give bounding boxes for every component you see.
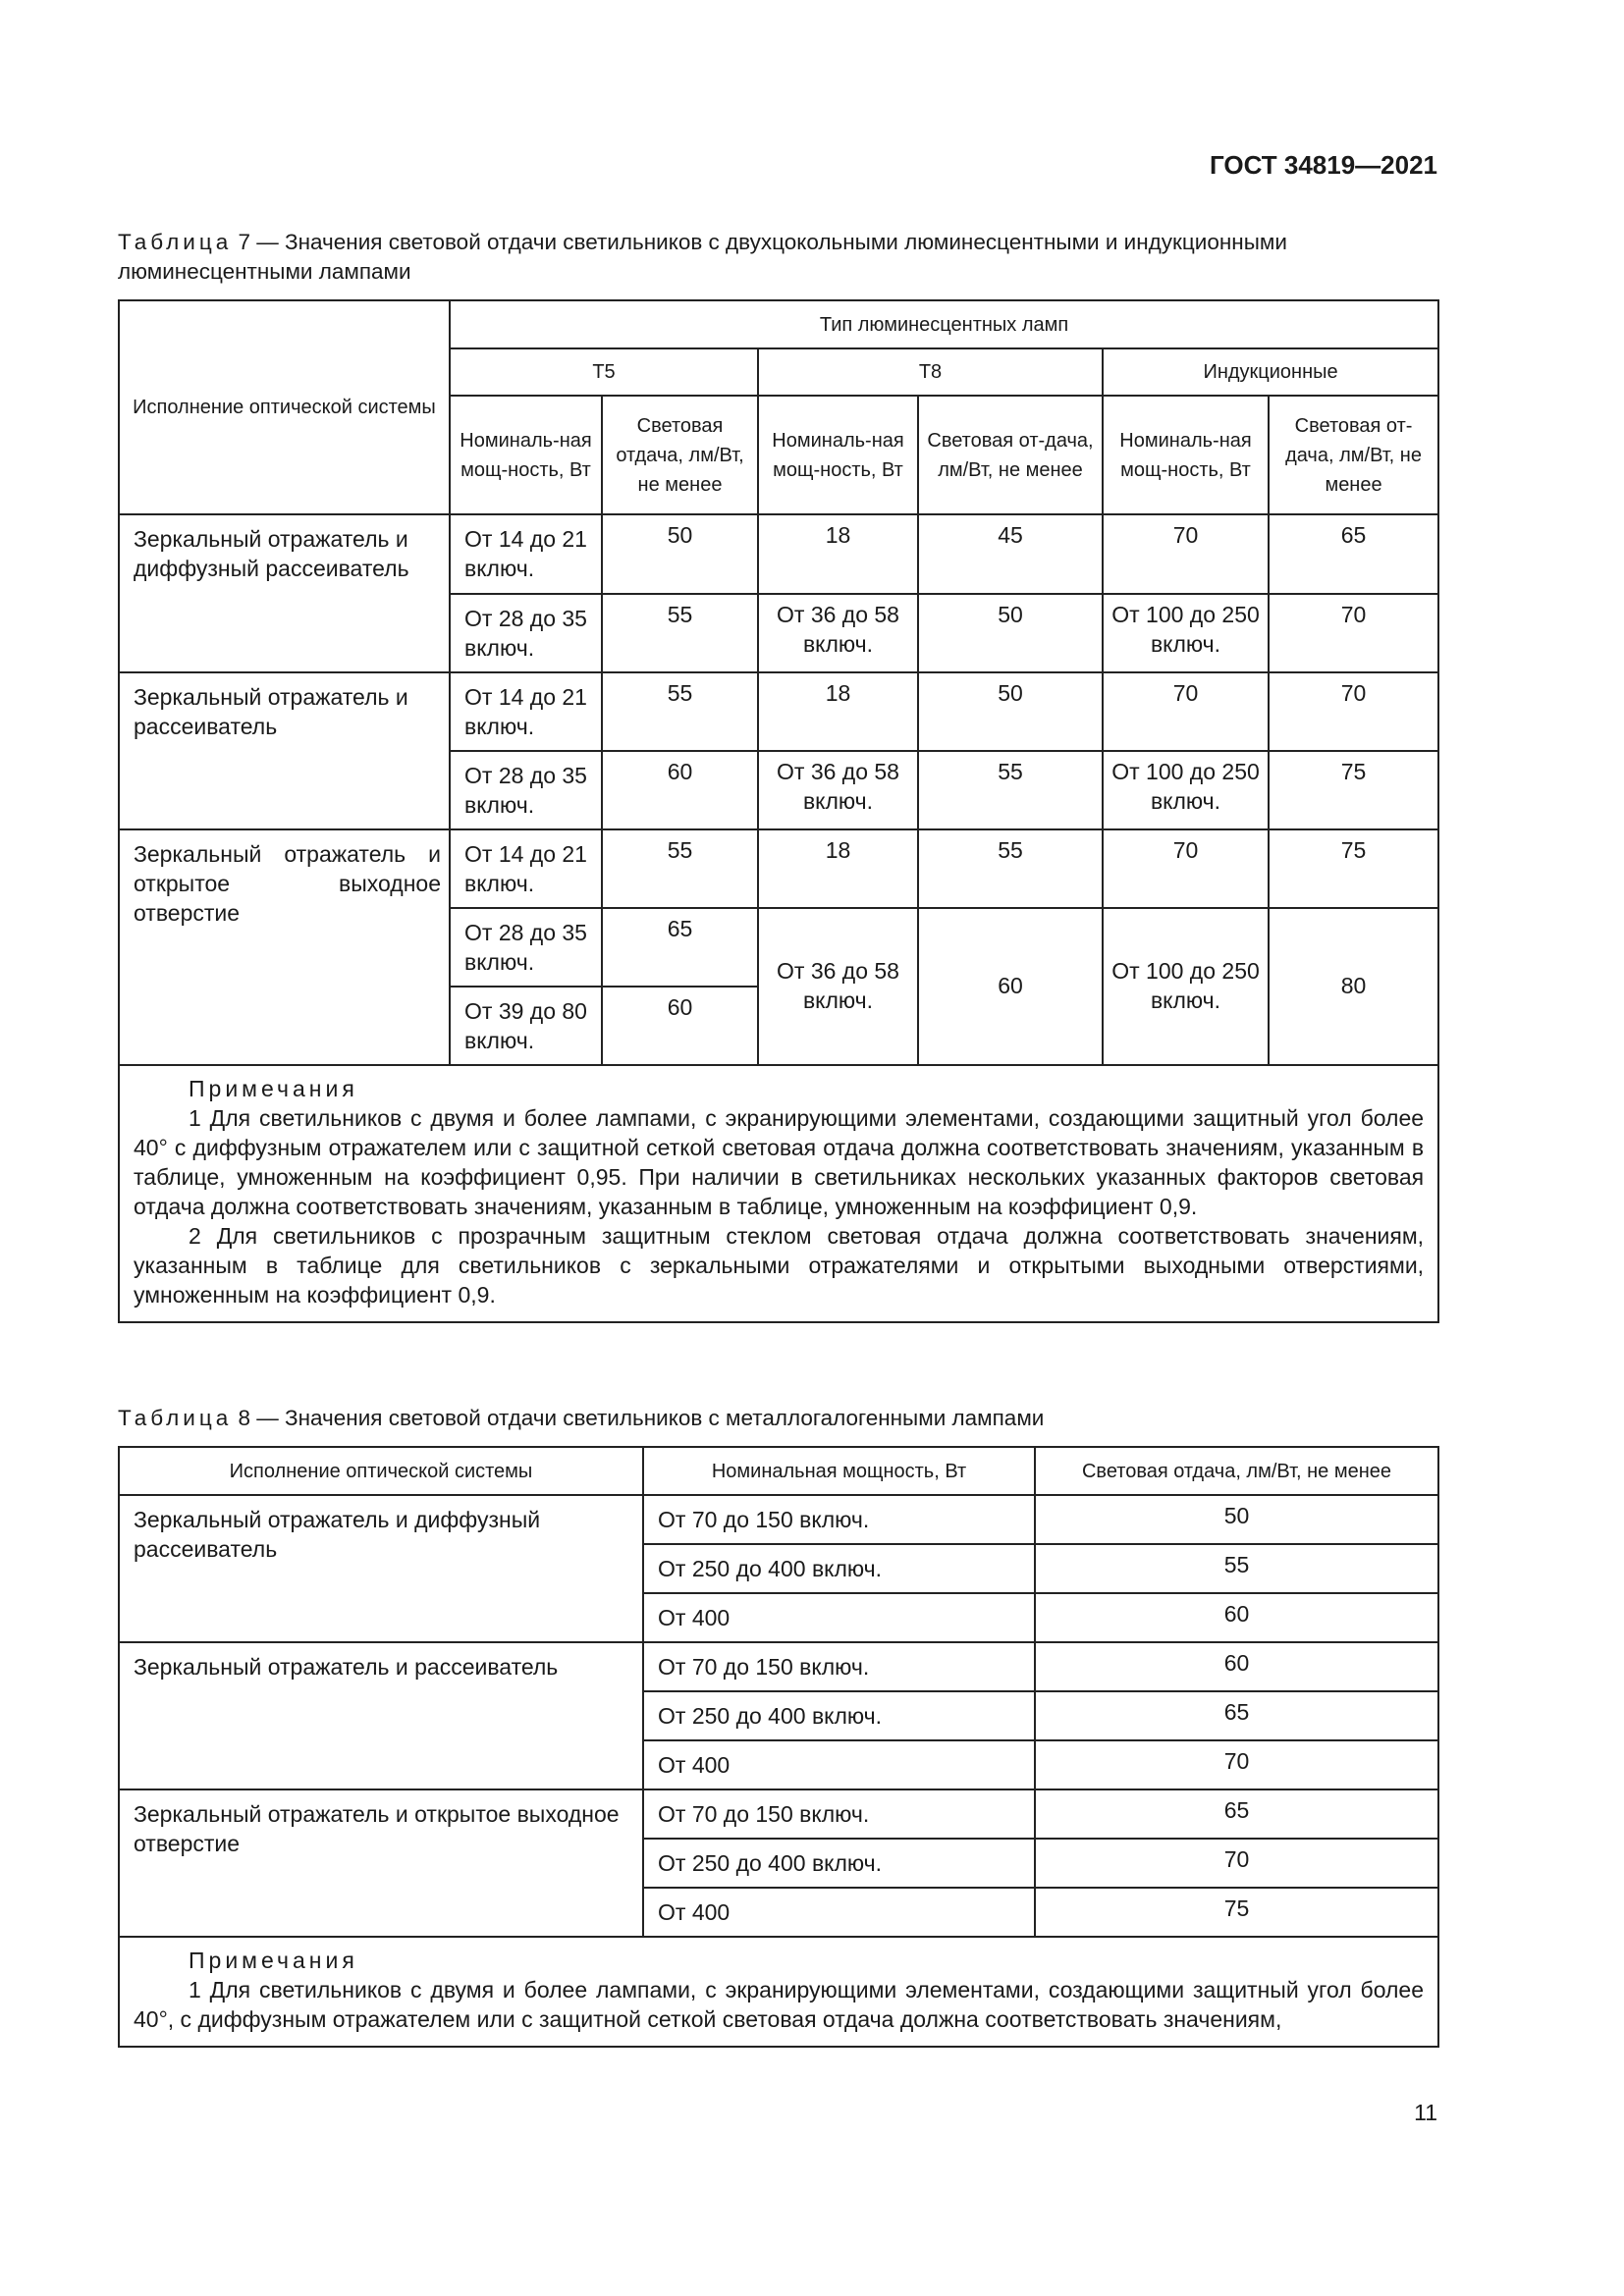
- header-optics: Исполнение оптической системы: [119, 1447, 643, 1495]
- subheader: Световая отдача, лм/Вт, не менее: [602, 396, 758, 514]
- cell: От 14 до 21 включ.: [450, 829, 602, 908]
- cell: 60: [602, 751, 758, 829]
- cell: От 14 до 21 включ.: [450, 514, 602, 594]
- cell: 80: [1269, 908, 1438, 1065]
- cell: 45: [918, 514, 1103, 594]
- cell: От 36 до 58 включ.: [758, 594, 918, 672]
- cell: 50: [1035, 1495, 1438, 1544]
- cell: 70: [1269, 594, 1438, 672]
- subheader: Номиналь-ная мощ-ность, Вт: [450, 396, 602, 514]
- table7-notes: [119, 1065, 1438, 1322]
- group-t8: Т8: [758, 348, 1103, 396]
- optics-cell: Зеркальный отражатель и диффузный рассеиватель: [119, 514, 450, 672]
- caption-label: Таблица: [118, 1406, 233, 1430]
- cell: От 100 до 250 включ.: [1103, 908, 1269, 1065]
- cell: 50: [918, 672, 1103, 751]
- note: 1 Для светильников с двумя и более лампами, с экранирующими элементами, создающими защитный угол более 40° с диффузным отражателем или с защитной сеткой световая отдача должна соответствовать значениям, указанным в таблице, умноженным на коэффициент 0,95. При наличии в светильниках нескольких указанных факторов световая отдача должна соответствовать значениям, указанным в таблице, умноженным на коэффициент 0,9.: [134, 1105, 1425, 1219]
- cell: 70: [1103, 829, 1269, 908]
- cell: 55: [602, 672, 758, 751]
- table8: [118, 1446, 1439, 2048]
- cell: От 28 до 35 включ.: [450, 751, 602, 829]
- cell: 70: [1035, 1839, 1438, 1888]
- document-code: ГОСТ 34819—2021: [1210, 150, 1437, 180]
- cell: 55: [918, 829, 1103, 908]
- header-lamp-type: Тип люминесцентных ламп: [450, 300, 1438, 348]
- table8-caption: [118, 1404, 1437, 1433]
- header-optics: Исполнение оптической системы: [119, 300, 450, 514]
- header-efficacy: Световая отдача, лм/Вт, не менее: [1035, 1447, 1438, 1495]
- cell: 70: [1035, 1740, 1438, 1789]
- subheader: Световая от-дача, лм/Вт, не менее: [1269, 396, 1438, 514]
- cell: 55: [602, 594, 758, 672]
- table-row: [119, 829, 1438, 908]
- cell: От 70 до 150 включ.: [643, 1642, 1035, 1691]
- cell: 55: [918, 751, 1103, 829]
- optics-cell: Зеркальный отражатель и открытое выходное отверстие: [119, 1789, 643, 1937]
- cell: 55: [1035, 1544, 1438, 1593]
- cell: От 36 до 58 включ.: [758, 908, 918, 1065]
- cell: От 100 до 250 включ.: [1103, 751, 1269, 829]
- notes-title: Примечания: [189, 1948, 358, 1973]
- cell: От 28 до 35 включ.: [450, 908, 602, 987]
- cell: 60: [1035, 1593, 1438, 1642]
- group-induction: Индукционные: [1103, 348, 1438, 396]
- cell: 70: [1103, 672, 1269, 751]
- cell: 60: [602, 987, 758, 1065]
- cell: 18: [758, 672, 918, 751]
- cell: 65: [1035, 1789, 1438, 1839]
- note: 1 Для светильников с двумя и более лампами, с экранирующими элементами, создающими защитный угол более 40°, с диффузным отражателем или с защитной сеткой световая отдача должна соответствовать значениям,: [134, 1977, 1424, 2032]
- cell: От 39 до 80 включ.: [450, 987, 602, 1065]
- cell: 65: [602, 908, 758, 987]
- caption-label: Таблица: [118, 230, 233, 254]
- cell: От 250 до 400 включ.: [643, 1544, 1035, 1593]
- optics-cell: Зеркальный отражатель и рассеиватель: [119, 1642, 643, 1789]
- cell: 75: [1269, 829, 1438, 908]
- cell: 65: [1035, 1691, 1438, 1740]
- cell: От 70 до 150 включ.: [643, 1789, 1035, 1839]
- table-row: [119, 514, 1438, 594]
- cell: 60: [1035, 1642, 1438, 1691]
- table7-caption: [118, 228, 1437, 287]
- cell: От 400: [643, 1593, 1035, 1642]
- header-power: Номинальная мощность, Вт: [643, 1447, 1035, 1495]
- cell: От 100 до 250 включ.: [1103, 594, 1269, 672]
- table7: [118, 299, 1439, 1323]
- cell: От 250 до 400 включ.: [643, 1691, 1035, 1740]
- cell: 50: [918, 594, 1103, 672]
- note: 2 Для светильников с прозрачным защитным стеклом световая отдача должна соответствовать значениям, указанным в таблице для светильников с зеркальными отражателями и открытыми выходными отверстиями, умноженным на коэффициент 0,9.: [134, 1223, 1425, 1308]
- optics-cell: Зеркальный отражатель и рассеиватель: [119, 672, 450, 829]
- cell: От 400: [643, 1740, 1035, 1789]
- subheader: Номиналь-ная мощ-ность, Вт: [1103, 396, 1269, 514]
- caption-text: 7 — Значения световой отдачи светильников с двухцокольными люминесцентными и индукционными люминесцентными лампами: [118, 230, 1287, 284]
- subheader: Световая от-дача, лм/Вт, не менее: [918, 396, 1103, 514]
- optics-cell: Зеркальный отражатель и диффузный рассеиватель: [119, 1495, 643, 1642]
- cell: 18: [758, 829, 918, 908]
- cell: 65: [1269, 514, 1438, 594]
- cell: 70: [1103, 514, 1269, 594]
- cell: 50: [602, 514, 758, 594]
- page-number: 11: [1414, 2100, 1437, 2125]
- cell: От 250 до 400 включ.: [643, 1839, 1035, 1888]
- cell: 75: [1035, 1888, 1438, 1937]
- table-row: [119, 672, 1438, 751]
- cell: От 36 до 58 включ.: [758, 751, 918, 829]
- cell: 18: [758, 514, 918, 594]
- subheader: Номиналь-ная мощ-ность, Вт: [758, 396, 918, 514]
- table8-notes: [119, 1937, 1438, 2047]
- cell: От 400: [643, 1888, 1035, 1937]
- cell: 60: [918, 908, 1103, 1065]
- cell: От 70 до 150 включ.: [643, 1495, 1035, 1544]
- group-t5: Т5: [450, 348, 758, 396]
- cell: 75: [1269, 751, 1438, 829]
- notes-title: Примечания: [189, 1076, 358, 1101]
- cell: 55: [602, 829, 758, 908]
- cell: От 14 до 21 включ.: [450, 672, 602, 751]
- caption-text: 8 — Значения световой отдачи светильников с металлогалогенными лампами: [232, 1406, 1045, 1430]
- optics-cell: Зеркальный отражатель и открытое выходное отверстие: [119, 829, 450, 1065]
- cell: От 28 до 35 включ.: [450, 594, 602, 672]
- cell: 70: [1269, 672, 1438, 751]
